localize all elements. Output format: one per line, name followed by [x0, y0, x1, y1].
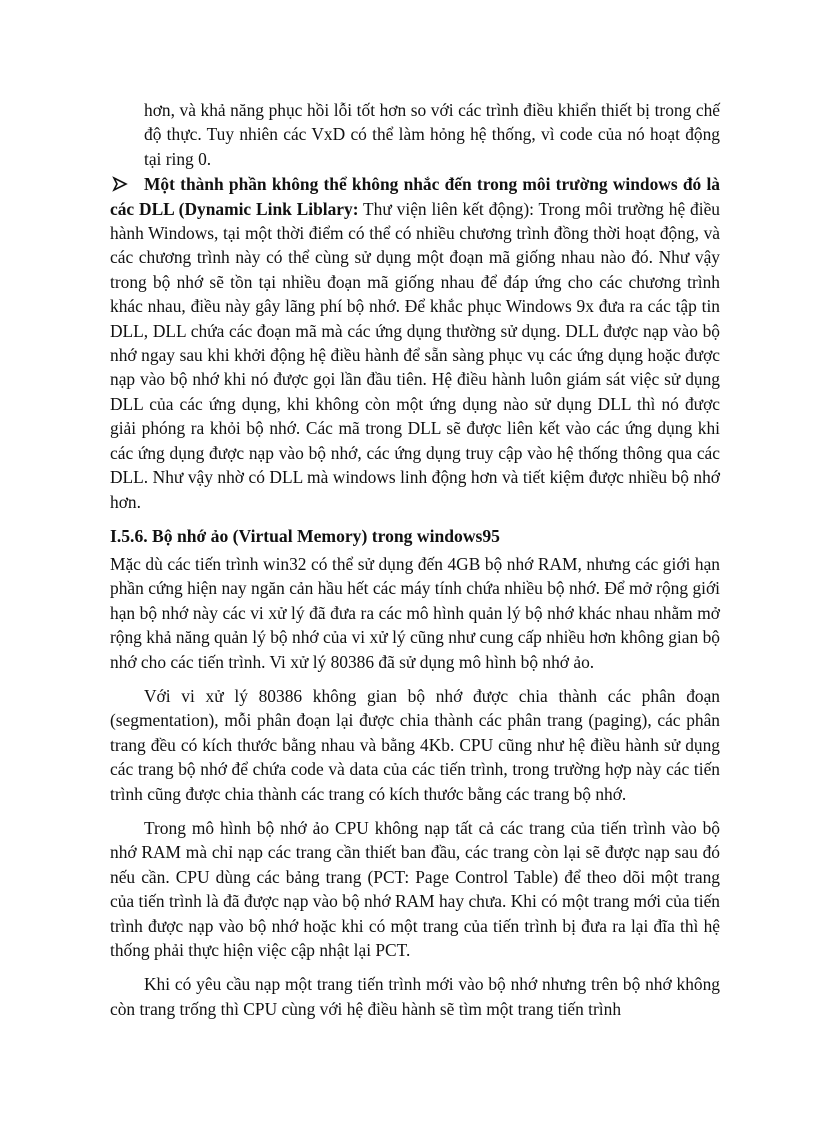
intro-paragraph: hơn, và khả năng phục hồi lỗi tốt hơn so với các trình điều khiển thiết bị trong chế độ thực. Tuy nhiên các VxD có thể làm hỏng hệ thống, vì code của nó hoạt động tại ring 0.: [144, 100, 720, 169]
section-heading: I.5.6. Bộ nhớ ảo (Virtual Memory) trong windows95: [110, 525, 500, 546]
document-page: [110, 98, 720, 1021]
dll-bullet-lead: Một thành phần không thể không nhắc đến trong môi trường windows đó là các DLL (Dynamic Link Liblary:: [110, 174, 720, 219]
dll-bullet-text: Thư viện liên kết động): Trong môi trường hệ điều hành Windows, tại một thời điểm có thể có nhiều chương trình đồng thời hoạt động, và các chương trình này có thể cùng sử dụng một đoạn mã giống nhau nào đó. Như vậy trong bộ nhớ sẽ tồn tại nhiều đoạn mã giống nhau để đáp ứng cho các chương trình khác nhau, điều này gây lãng phí bộ nhớ. Để khắc phục Windows 9x đưa ra các tập tin DLL, DLL chứa các đoạn mã mà các ứng dụng thường sử dụng. DLL được nạp vào bộ nhớ ngay sau khi khởi động hệ điều hành để sẵn sàng phục vụ các ứng dụng hoặc được nạp vào bộ nhớ khi nó được gọi lần đầu tiên. Hệ điều hành luôn giám sát việc sử dụng DLL của các ứng dụng, khi không còn một ứng dụng nào sử dụng DLL thì nó được giải phóng ra khỏi bộ nhớ. Các mã trong DLL sẽ được liên kết vào các ứng dụng khi các ứng dụng được nạp vào bộ nhớ, các ứng dụng truy cập vào hệ thống thông qua các DLL. Như vậy nhờ có DLL mà windows linh động hơn và tiết kiệm được nhiều bộ nhớ hơn.: [110, 198, 720, 512]
section-paragraph-1: Mặc dù các tiến trình win32 có thể sử dụng đến 4GB bộ nhớ RAM, nhưng các giới hạn phần cứng hiện nay ngăn cản hầu hết các máy tính chứa nhiều bộ nhớ. Để mở rộng giới hạn bộ nhớ này các vi xử lý đã đưa ra các mô hình quản lý bộ nhớ khác nhau nhằm mở rộng khả năng quản lý bộ nhớ của vi xử lý cũng như cung cấp nhiều hơn không gian bộ nhớ cho các tiến trình. Vi xử lý 80386 đã sử dụng mô hình bộ nhớ ảo.: [110, 553, 720, 672]
section-paragraph-2: Với vi xử lý 80386 không gian bộ nhớ được chia thành các phân đoạn (segmentation), mỗi phân đoạn lại được chia thành các phân trang (paging), các phân trang đều có kích thước bằng nhau và bằng 4Kb. CPU cũng như hệ điều hành sử dụng các trang bộ nhớ để chứa code và data của các tiến trình, trong trường hợp này các tiến trình cũng được chia thành các trang có kích thước bằng các trang bộ nhớ.: [110, 685, 720, 804]
section-paragraph-3: Trong mô hình bộ nhớ ảo CPU không nạp tất cả các trang của tiến trình vào bộ nhớ RAM mà chỉ nạp các trang cần thiết ban đầu, các trang còn lại sẽ được nạp sau đó nếu cần. CPU dùng các bảng trang (PCT: Page Control Table) để theo dõi một trang của tiến trình là đã được nạp vào bộ nhớ RAM hay chưa. Khi có một trang mới của tiến trình được nạp vào bộ nhớ hoặc khi có một trang của tiến trình bị đưa ra lại đĩa thì hệ thống phải thực hiện việc cập nhật lại PCT.: [110, 817, 720, 960]
arrow-bullet-icon: [112, 176, 128, 192]
section-paragraph-4: Khi có yêu cầu nạp một trang tiến trình mới vào bộ nhớ nhưng trên bộ nhớ không còn trang trống thì CPU cùng với hệ điều hành sẽ tìm một trang tiến trình: [110, 974, 720, 1019]
dll-bullet-paragraph: [110, 172, 720, 514]
